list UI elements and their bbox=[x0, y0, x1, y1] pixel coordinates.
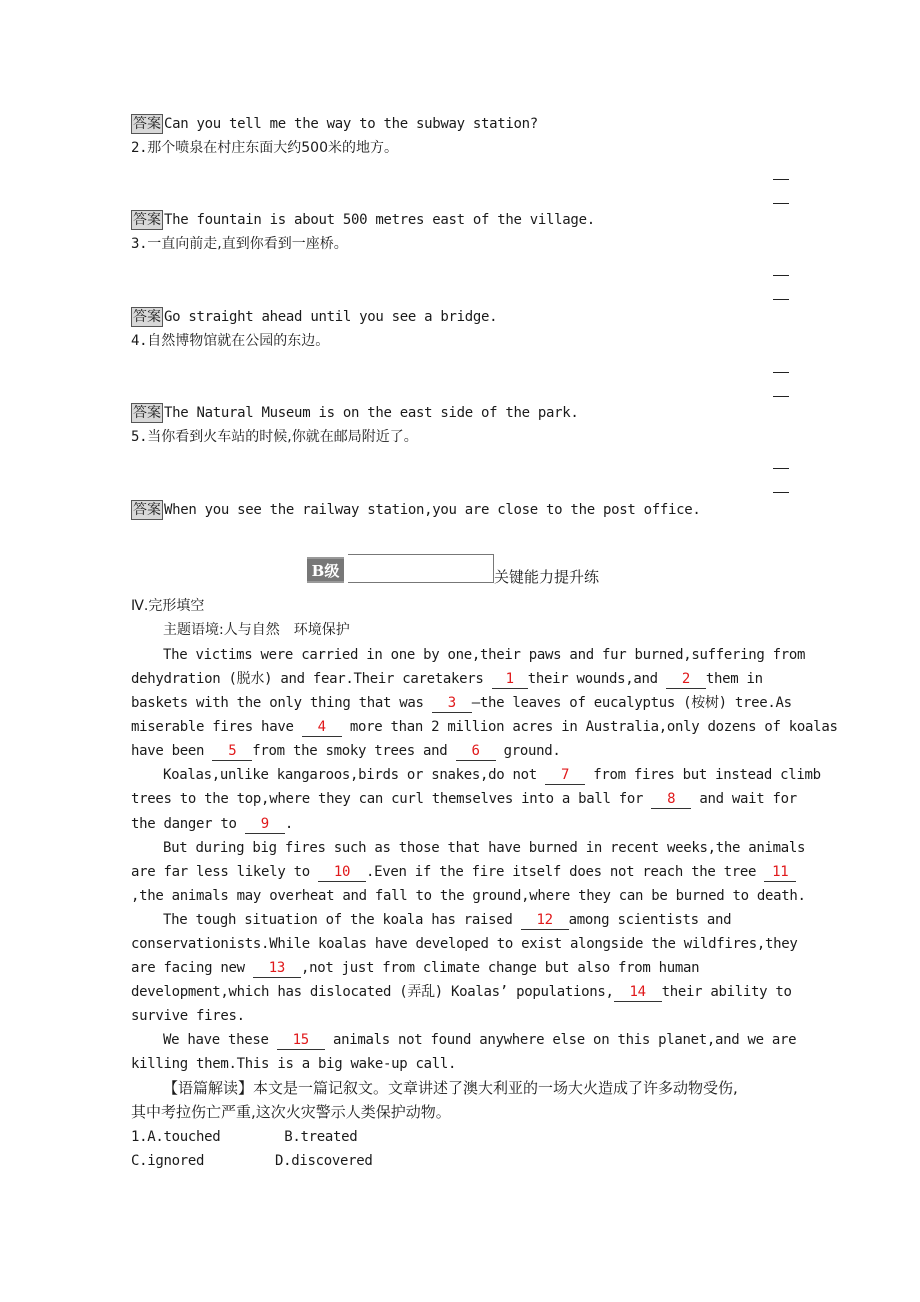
passage-text: more than 2 million acres in Australia,only dozens of koalas bbox=[341, 719, 838, 735]
passage-line bbox=[131, 717, 838, 737]
passage-text: from the smoky trees and bbox=[252, 743, 456, 759]
cloze-blank-13[interactable]: 13 bbox=[253, 960, 301, 978]
prompt-line-3 bbox=[131, 234, 348, 254]
answer-line-4 bbox=[131, 403, 579, 423]
cloze-blank-6[interactable]: 6 bbox=[456, 743, 496, 761]
answer-line-5 bbox=[131, 500, 701, 520]
passage-line bbox=[131, 741, 561, 761]
passage-line bbox=[131, 982, 792, 1002]
passage-text: The tough situation of the koala has raised bbox=[163, 912, 521, 928]
answer-line-2 bbox=[131, 210, 595, 230]
passage-text: from fires but instead climb bbox=[585, 767, 821, 783]
cloze-blank-2[interactable]: 2 bbox=[666, 671, 706, 689]
passage-text: ground. bbox=[495, 743, 561, 759]
item-number: 3. bbox=[131, 236, 148, 252]
answer-label: 答案 bbox=[133, 405, 161, 421]
answer-line-1 bbox=[131, 114, 538, 134]
passage-line bbox=[131, 814, 293, 834]
option-d[interactable]: D.discovered bbox=[275, 1153, 373, 1169]
passage-text: trees to the top,where they can curl themselves into a ball for bbox=[131, 791, 652, 807]
prompt-line-4 bbox=[131, 331, 329, 351]
passage-text: baskets with the only thing that was bbox=[131, 695, 432, 711]
passage-text: their wounds,and bbox=[527, 671, 666, 687]
cloze-blank-15[interactable]: 15 bbox=[277, 1032, 325, 1050]
answer-text: Go straight ahead until you see a bridge. bbox=[164, 309, 498, 325]
answer-blank-line bbox=[773, 275, 789, 276]
answer-blank-line bbox=[773, 203, 789, 204]
passage-text: development,which has dislocated (弄乱) Koalas’ populations, bbox=[131, 984, 614, 1000]
answer-blank-line bbox=[773, 179, 789, 180]
passage-line bbox=[131, 862, 796, 882]
passage-line bbox=[163, 910, 731, 930]
passage-text: are facing new bbox=[131, 960, 253, 976]
prompt-text: 那个喷泉在村庄东面大约500米的地方。 bbox=[147, 140, 398, 156]
passage-text: .Even if the fire itself does not reach the tree bbox=[365, 864, 765, 880]
prompt-line-2 bbox=[131, 138, 398, 158]
question-1 bbox=[131, 1127, 357, 1147]
option-b[interactable]: B.treated bbox=[284, 1129, 358, 1145]
section-heading: Ⅳ.完形填空 bbox=[131, 598, 205, 614]
passage-text: them in bbox=[705, 671, 763, 687]
cloze-blank-4[interactable]: 4 bbox=[302, 719, 342, 737]
passage-text: We have these bbox=[163, 1032, 277, 1048]
passage-text: the danger to bbox=[131, 816, 245, 832]
passage-text: are far less likely to bbox=[131, 864, 318, 880]
passage-text: Koalas,unlike kangaroos,birds or snakes,do not bbox=[163, 767, 546, 783]
option-a[interactable]: A.touched bbox=[147, 1129, 221, 1145]
cloze-blank-14[interactable]: 14 bbox=[614, 984, 662, 1002]
cloze-blank-12[interactable]: 12 bbox=[521, 912, 569, 930]
cloze-blank-8[interactable]: 8 bbox=[651, 791, 691, 809]
cloze-blank-10[interactable]: 10 bbox=[318, 864, 366, 882]
answer-blank-line bbox=[773, 372, 789, 373]
cloze-blank-9[interactable]: 9 bbox=[245, 816, 285, 834]
prompt-text: 自然博物馆就在公园的东边。 bbox=[147, 333, 330, 349]
passage-line bbox=[131, 958, 699, 978]
passage-line bbox=[163, 1030, 796, 1050]
passage-line: ,the animals may overheat and fall to the ground,where they can be burned to death. bbox=[131, 888, 806, 904]
passage-line: But during big fires such as those that have burned in recent weeks,the animals bbox=[163, 840, 806, 856]
answer-blank-line bbox=[773, 468, 789, 469]
answer-label: 答案 bbox=[133, 502, 161, 518]
question-number: 1. bbox=[131, 1129, 148, 1145]
cloze-blank-7[interactable]: 7 bbox=[545, 767, 585, 785]
cloze-blank-5[interactable]: 5 bbox=[212, 743, 252, 761]
answer-blank-line bbox=[773, 299, 789, 300]
passage-line: The victims were carried in one by one,their paws and fur burned,suffering from bbox=[163, 647, 806, 663]
option-c[interactable]: C.ignored bbox=[131, 1153, 205, 1169]
passage-analysis: 其中考拉伤亡严重,这次火灾警示人类保护动物。 bbox=[131, 1103, 451, 1121]
cloze-blank-3[interactable]: 3 bbox=[432, 695, 472, 713]
cloze-blank-11[interactable]: 11 bbox=[764, 864, 796, 882]
item-number: 2. bbox=[131, 140, 148, 156]
passage-text: their ability to bbox=[661, 984, 792, 1000]
passage-text: dehydration (脱水) and fear.Their caretakers bbox=[131, 671, 492, 687]
passage-line bbox=[131, 693, 792, 713]
prompt-text: 当你看到火车站的时候,你就在邮局附近了。 bbox=[147, 429, 418, 445]
answer-label: 答案 bbox=[133, 116, 161, 132]
passage-text: . bbox=[284, 816, 293, 832]
passage-text: miserable fires have bbox=[131, 719, 302, 735]
prompt-line-5 bbox=[131, 427, 418, 447]
answer-blank-line bbox=[773, 396, 789, 397]
passage-line: conservationists.While koalas have developed to exist alongside the wildfires,they bbox=[131, 936, 798, 952]
level-banner-box bbox=[348, 554, 494, 583]
passage-line bbox=[131, 789, 797, 809]
answer-text: The Natural Museum is on the east side of the park. bbox=[164, 405, 579, 421]
passage-text: animals not found anywhere else on this planet,and we are bbox=[324, 1032, 797, 1048]
passage-text: ,not just from climate change but also from human bbox=[300, 960, 700, 976]
answer-text: When you see the railway station,you are close to the post office. bbox=[164, 502, 701, 518]
answer-label: 答案 bbox=[133, 309, 161, 325]
passage-analysis: 【语篇解读】本文是一篇记叙文。文章讲述了澳大利亚的一场大火造成了许多动物受伤, bbox=[163, 1079, 738, 1097]
passage-text: —the leaves of eucalyptus (桉树) tree.As bbox=[471, 695, 792, 711]
item-number: 4. bbox=[131, 333, 148, 349]
passage-text: and wait for bbox=[691, 791, 797, 807]
cloze-blank-1[interactable]: 1 bbox=[492, 671, 528, 689]
level-banner-title: 关键能力提升练 bbox=[494, 568, 600, 586]
section-theme: 主题语境:人与自然 环境保护 bbox=[163, 622, 350, 638]
level-badge: B级 bbox=[307, 557, 344, 583]
answer-label: 答案 bbox=[133, 212, 161, 228]
prompt-text: 一直向前走,直到你看到一座桥。 bbox=[147, 236, 348, 252]
answer-line-3 bbox=[131, 307, 497, 327]
question-1-options bbox=[131, 1151, 373, 1171]
passage-text: have been bbox=[131, 743, 213, 759]
answer-text: Can you tell me the way to the subway station? bbox=[164, 116, 538, 132]
passage-line: survive fires. bbox=[131, 1008, 245, 1024]
passage-text: among scientists and bbox=[568, 912, 732, 928]
passage-line: killing them.This is a big wake-up call. bbox=[131, 1056, 457, 1072]
item-number: 5. bbox=[131, 429, 148, 445]
answer-blank-line bbox=[773, 492, 789, 493]
passage-line bbox=[163, 765, 821, 785]
level-banner bbox=[307, 551, 600, 586]
answer-text: The fountain is about 500 metres east of the village. bbox=[164, 212, 595, 228]
passage-line bbox=[131, 669, 763, 689]
